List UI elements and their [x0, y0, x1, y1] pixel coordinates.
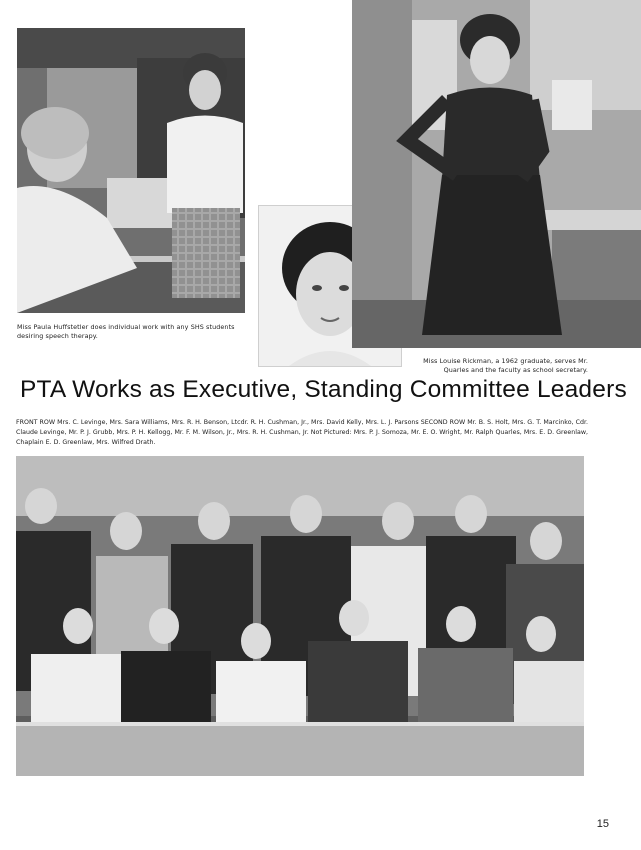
photo-pta-group: [16, 456, 584, 776]
caption-speech-therapy: Miss Paula Huffstetler does individual work with any SHS students desiring speech therapy.: [17, 323, 235, 340]
photo-speech-therapy: [17, 28, 245, 313]
photo-school-secretary: [352, 0, 641, 348]
page-headline: PTA Works as Executive, Standing Committee Leaders: [20, 376, 627, 403]
caption-school-secretary: Miss Louise Rickman, a 1962 graduate, serves Mr. Quarles and the faculty as school secretary.: [423, 357, 588, 374]
page-number: 15: [596, 818, 609, 830]
group-photo-names: FRONT ROW Mrs. C. Levinge, Mrs. Sara Williams, Mrs. R. H. Benson, Ltcdr. R. H. Cushman, Jr., Mrs. David Kelly, Mrs. L. J. Parsons SECOND ROW Mr. B. S. Holt, Mrs. G. T. Marcinko, Cdr. Claude Levinge, Mr. P. J. Grubb, Mrs. P. H. Kellogg, Mr. F. M. Wilson, Jr., Mrs. R. H. Cushman, Jr. Not Pictured: Mrs. P. J. Somoza, Mr. E. O. Wright, Mr. Ralph Quarles, Mrs. E. D. Greenlaw, Chaplain E. D. Greenlaw, Mrs. Wilfred Drath.: [16, 419, 588, 446]
